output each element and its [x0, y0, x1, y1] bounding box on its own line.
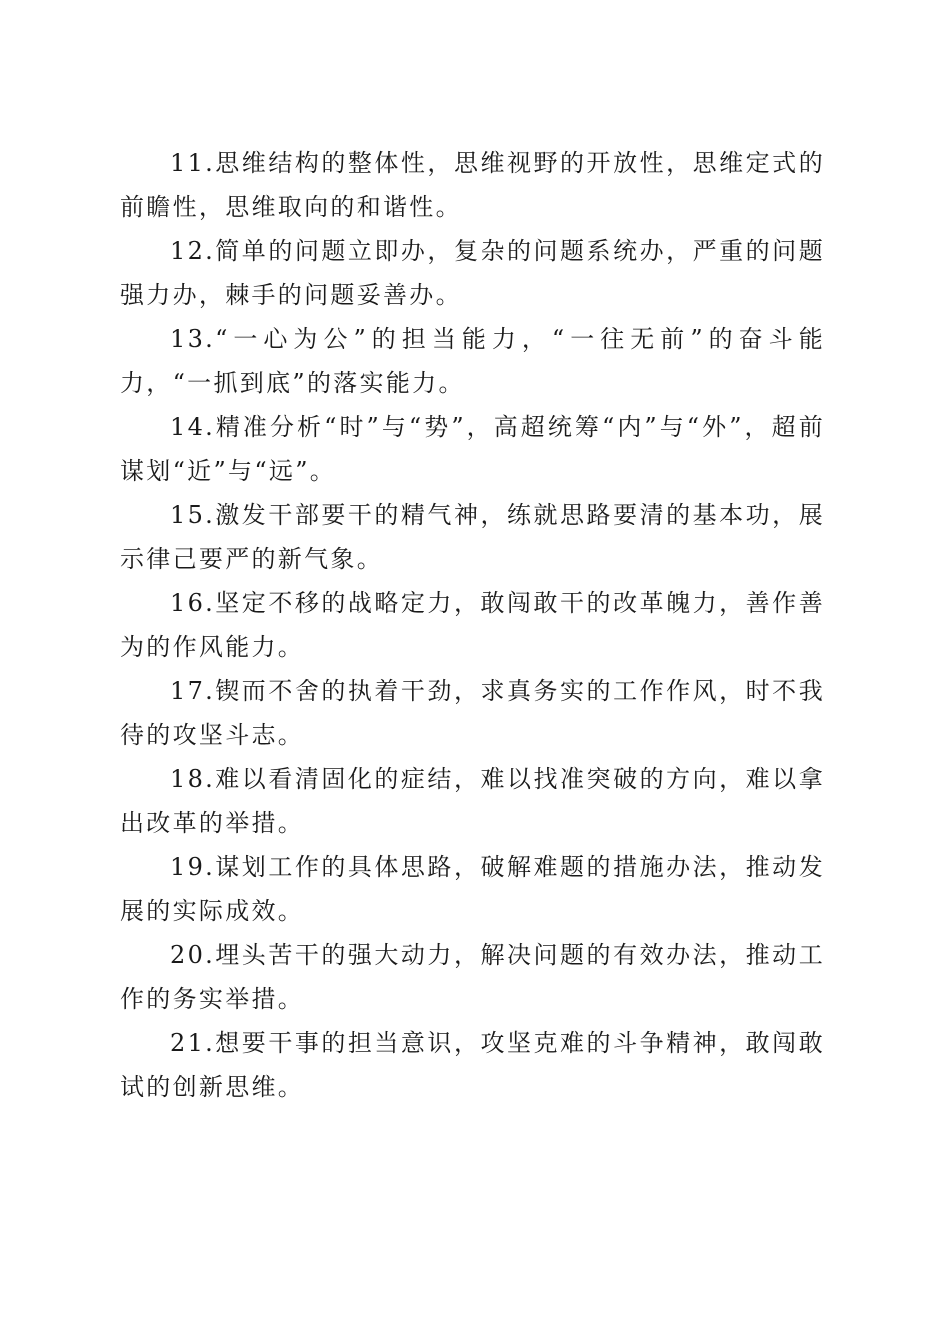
- paragraph-item-18: 18.难以看清固化的症结，难以找准突破的方向，难以拿出改革的举措。: [120, 765, 825, 837]
- paragraph-item-11: 11.思维结构的整体性，思维视野的开放性，思维定式的前瞻性，思维取向的和谐性。: [120, 149, 825, 221]
- paragraph-item-14: 14.精准分析“时”与“势”，高超统筹“内”与“外”，超前谋划“近”与“远”。: [120, 413, 825, 485]
- paragraph-item-19: 19.谋划工作的具体思路，破解难题的措施办法，推动发展的实际成效。: [120, 853, 825, 925]
- paragraph-item-21: 21.想要干事的担当意识，攻坚克难的斗争精神，敢闯敢试的创新思维。: [120, 1029, 825, 1101]
- paragraph-item-16: 16.坚定不移的战略定力，敢闯敢干的改革魄力，善作善为的作风能力。: [120, 589, 825, 661]
- paragraph-item-13: 13.“一心为公”的担当能力，“一往无前”的奋斗能力，“一抓到底”的落实能力。: [120, 325, 825, 397]
- paragraph-item-20: 20.埋头苦干的强大动力，解决问题的有效办法，推动工作的务实举措。: [120, 941, 825, 1013]
- paragraph-item-17: 17.锲而不舍的执着干劲，求真务实的工作作风，时不我待的攻坚斗志。: [120, 677, 825, 749]
- document-body: [120, 141, 825, 1109]
- paragraph-item-15: 15.激发干部要干的精气神，练就思路要清的基本功，展示律己要严的新气象。: [120, 501, 825, 573]
- paragraph-item-12: 12.简单的问题立即办，复杂的问题系统办，严重的问题强力办，棘手的问题妥善办。: [120, 237, 825, 309]
